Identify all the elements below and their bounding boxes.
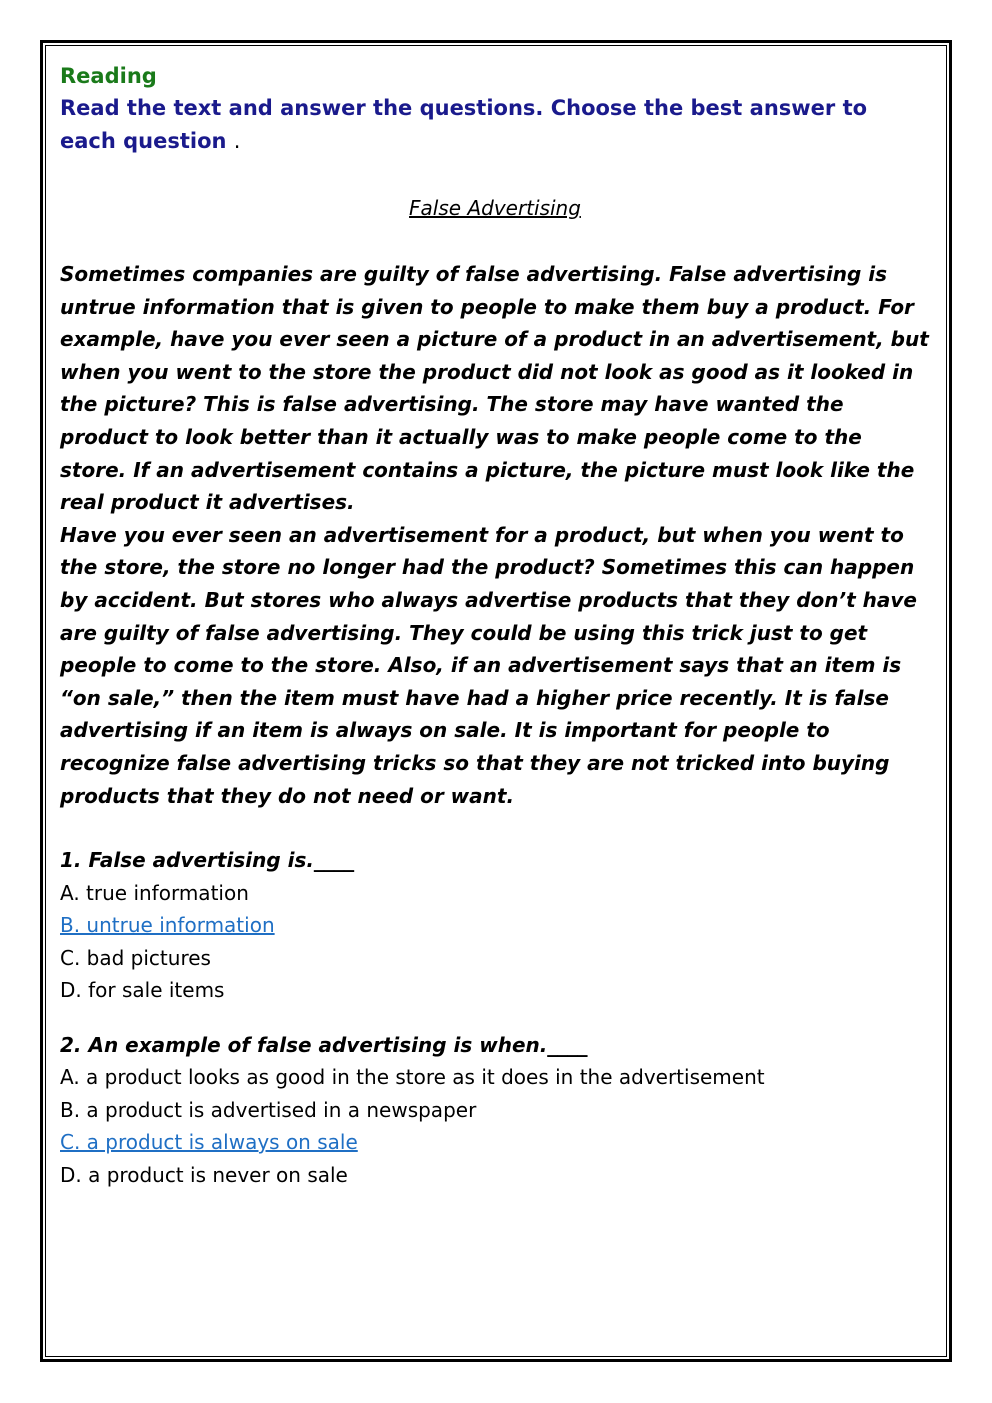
question-1-option-d: D. for sale items <box>60 978 225 1003</box>
question-2-option-c[interactable]: C. a product is always on sale <box>60 1130 358 1155</box>
question-1-option-b[interactable]: B. untrue information <box>60 913 275 938</box>
question-2-option-b: B. a product is advertised in a newspaper <box>60 1097 477 1122</box>
worksheet <box>60 60 930 1191</box>
question-2-stem: 2. An example of false advertising is when.____ <box>60 1032 588 1057</box>
question-1-option-c: C. bad pictures <box>60 945 211 970</box>
question-2 <box>60 1029 930 1192</box>
instructions <box>60 92 930 158</box>
question-1-stem: 1. False advertising is.____ <box>60 848 354 873</box>
question-2-option-a: A. a product looks as good in the store as it does in the advertisement <box>60 1065 765 1090</box>
question-2-option-d: D. a product is never on sale <box>60 1162 348 1187</box>
section-title: Reading <box>60 64 157 88</box>
question-1 <box>60 844 930 1007</box>
passage-paragraph-1: Sometimes companies are guilty of false advertising. False advertising is untrue information that is given to people to make them buy a product. For example, have you ever seen a picture of a product in an advertisement, but when you went to the store the product did not look as good as it looked in the picture? This is false advertising. The store may have wanted the product to look better than it actually was to make people come to the store. If an advertisement contains a picture, the picture must look like the real product it advertises. <box>60 262 929 515</box>
passage-title: False Advertising <box>409 196 581 220</box>
instructions-period: . <box>233 129 241 153</box>
passage <box>60 258 930 812</box>
question-1-option-a: A. true information <box>60 880 249 905</box>
passage-paragraph-2: Have you ever seen an advertisement for a product, but when you went to the store, the store no longer had the product? Sometimes this can happen by accident. But stores who always advertise products that they don’t have are guilty of false advertising. They could be using this trick just to get people to come to the store. Also, if an advertisement says that an item is “on sale,” then the item must have had a higher price recently. It is false advertising if an item is always on sale. It is important for people to recognize false advertising tricks so that they are not tricked into buying products that they do not need or want. <box>60 522 917 808</box>
instructions-text: Read the text and answer the questions. Choose the best answer to each question <box>60 96 868 153</box>
